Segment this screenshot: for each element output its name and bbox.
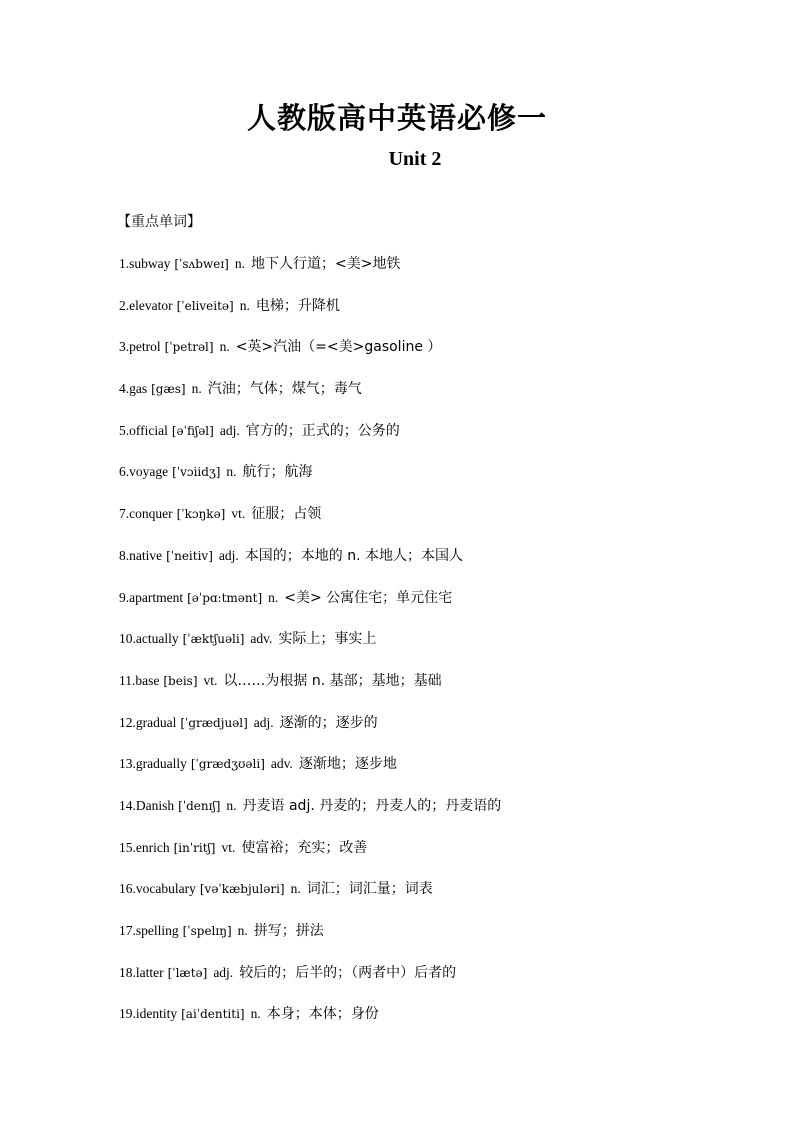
- vocab-word: 13.gradually: [119, 756, 187, 772]
- vocab-phonetic: [ˈvɔiidʒ]: [172, 465, 221, 480]
- vocab-item-6: [119, 462, 759, 504]
- vocab-word: 12.gradual: [119, 714, 177, 730]
- vocab-part-of-speech: n.: [239, 297, 250, 313]
- vocab-item-14: [119, 796, 759, 838]
- vocab-part-of-speech: n.: [219, 339, 230, 355]
- vocab-meaning: 逐渐的；逐步的: [279, 714, 378, 731]
- vocab-word: 6.voyage: [119, 464, 169, 480]
- vocab-meaning: 官方的；正式的；公务的: [245, 422, 400, 439]
- vocab-item-16: [119, 879, 759, 921]
- vocab-phonetic: [əˈfiʃəl]: [171, 423, 214, 438]
- vocab-word: 9.apartment: [119, 589, 184, 605]
- vocab-part-of-speech: vt.: [221, 839, 236, 855]
- vocab-meaning: 电梯；升降机: [255, 297, 340, 314]
- vocab-part-of-speech: adj.: [253, 714, 274, 730]
- vocab-part-of-speech: adv.: [270, 756, 293, 772]
- vocabulary-list: [119, 254, 759, 1046]
- vocab-item-18: [119, 963, 759, 1005]
- vocab-phonetic: [ˈsʌbweɪ]: [174, 257, 229, 271]
- vocab-part-of-speech: adj.: [213, 964, 234, 980]
- vocab-meaning: <美> 公寓住宅；单元住宅: [284, 589, 453, 606]
- vocab-phonetic: [ˈspelɪŋ]: [182, 924, 232, 938]
- vocab-meaning: 本身；本体；身份: [266, 1006, 379, 1023]
- vocab-word: 18.latter: [119, 964, 164, 980]
- vocab-phonetic: [ˈgrædʒʊəli]: [190, 757, 265, 772]
- vocab-word: 4.gas: [119, 381, 148, 397]
- vocab-meaning: 拼写；拼法: [253, 923, 324, 939]
- vocab-item-3: [119, 337, 759, 379]
- vocab-item-2: [119, 296, 759, 338]
- vocab-meaning: 征服；占领: [251, 506, 322, 523]
- vocab-item-11: [119, 671, 759, 713]
- vocab-word: 5.official: [119, 422, 168, 438]
- vocab-phonetic: [beis]: [163, 673, 198, 688]
- vocab-part-of-speech: n.: [191, 381, 202, 397]
- vocab-word: 1.subway: [119, 256, 171, 271]
- vocab-word: 16.vocabulary: [119, 881, 196, 897]
- vocab-phonetic: [aiˈdentiti]: [181, 1007, 245, 1022]
- vocab-part-of-speech: adv.: [250, 631, 273, 647]
- vocab-word: 14.Danish: [119, 797, 175, 813]
- vocab-item-10: [119, 629, 759, 671]
- vocab-word: 3.petrol: [119, 339, 161, 355]
- vocab-phonetic: [ˈlætə]: [167, 965, 208, 980]
- vocab-meaning: 本国的；本地的 n. 本地人；本国人: [244, 547, 464, 564]
- vocab-meaning: 航行；航海: [242, 464, 313, 481]
- vocab-meaning: 词汇；词汇量；词表: [306, 881, 433, 898]
- vocab-part-of-speech: n.: [226, 797, 237, 813]
- vocab-item-15: [119, 838, 759, 880]
- vocab-part-of-speech: adj.: [218, 547, 239, 563]
- vocab-meaning: 丹麦语 adj. 丹麦的；丹麦人的；丹麦语的: [242, 797, 502, 814]
- vocab-meaning: 使富裕；充实；改善: [241, 839, 368, 856]
- vocab-word: 15.enrich: [119, 839, 170, 855]
- vocab-part-of-speech: vt.: [231, 506, 246, 522]
- vocab-meaning: 汽油；气体；煤气；毒气: [207, 381, 362, 398]
- vocab-meaning: <英>汽油（=<美>gasoline ）: [235, 339, 442, 356]
- vocab-phonetic: [ˈgrædjuəl]: [180, 715, 248, 730]
- vocab-word: 8.native: [119, 547, 163, 563]
- vocab-item-13: [119, 754, 759, 796]
- vocab-part-of-speech: n.: [234, 256, 245, 271]
- vocab-phonetic: [gæs]: [151, 382, 186, 397]
- vocab-meaning: 逐渐地；逐步地: [298, 756, 397, 773]
- vocab-item-19: [119, 1004, 759, 1046]
- vocab-part-of-speech: adj.: [219, 422, 240, 438]
- vocab-item-4: [119, 379, 759, 421]
- vocab-part-of-speech: n.: [250, 1006, 261, 1022]
- vocab-part-of-speech: n.: [290, 881, 301, 897]
- document-title: 人教版高中英语必修一: [246, 101, 547, 135]
- vocab-item-8: [119, 546, 759, 588]
- vocab-meaning: 地下人行道；<美>地铁: [251, 256, 401, 272]
- vocab-phonetic: [ˈeliveitə]: [176, 298, 234, 313]
- vocab-word: 17.spelling: [119, 923, 179, 938]
- vocab-part-of-speech: n.: [237, 923, 248, 938]
- vocab-phonetic: [inˈritʃ]: [173, 840, 216, 855]
- vocab-phonetic: [ˈæktʃuəli]: [182, 632, 245, 647]
- vocab-item-9: [119, 588, 759, 630]
- vocab-item-5: [119, 421, 759, 463]
- vocab-word: 7.conquer: [119, 506, 173, 522]
- section-heading: 【重点单词】: [117, 214, 201, 230]
- vocab-part-of-speech: n.: [226, 464, 237, 480]
- vocab-meaning: 以……为根据 n. 基部；基地；基础: [223, 672, 442, 689]
- vocab-phonetic: [ˈdenɪʃ]: [178, 798, 221, 813]
- vocab-phonetic: [vəˈkæbjuləri]: [199, 882, 285, 897]
- vocab-item-1: [119, 254, 759, 296]
- vocab-item-7: [119, 504, 759, 546]
- vocab-meaning: 实际上；事实上: [278, 631, 377, 648]
- vocab-word: 19.identity: [119, 1006, 178, 1022]
- vocab-phonetic: [əˈpɑ:tmənt]: [187, 590, 263, 605]
- vocab-part-of-speech: vt.: [203, 672, 218, 688]
- vocab-item-12: [119, 713, 759, 755]
- vocab-phonetic: [ˈneitiv]: [166, 548, 213, 563]
- vocab-item-17: [119, 921, 759, 963]
- vocab-word: 2.elevator: [119, 297, 173, 313]
- vocab-part-of-speech: n.: [268, 589, 279, 605]
- vocab-phonetic: [ˈpetrəl]: [164, 340, 214, 355]
- vocab-meaning: 较后的；后半的；（两者中）后者的: [239, 964, 457, 981]
- vocab-word: 10.actually: [119, 631, 179, 647]
- unit-subtitle: Unit 2: [388, 148, 442, 170]
- vocab-word: 11.base: [119, 672, 160, 688]
- vocab-phonetic: [ˈkɔŋkə]: [176, 507, 226, 522]
